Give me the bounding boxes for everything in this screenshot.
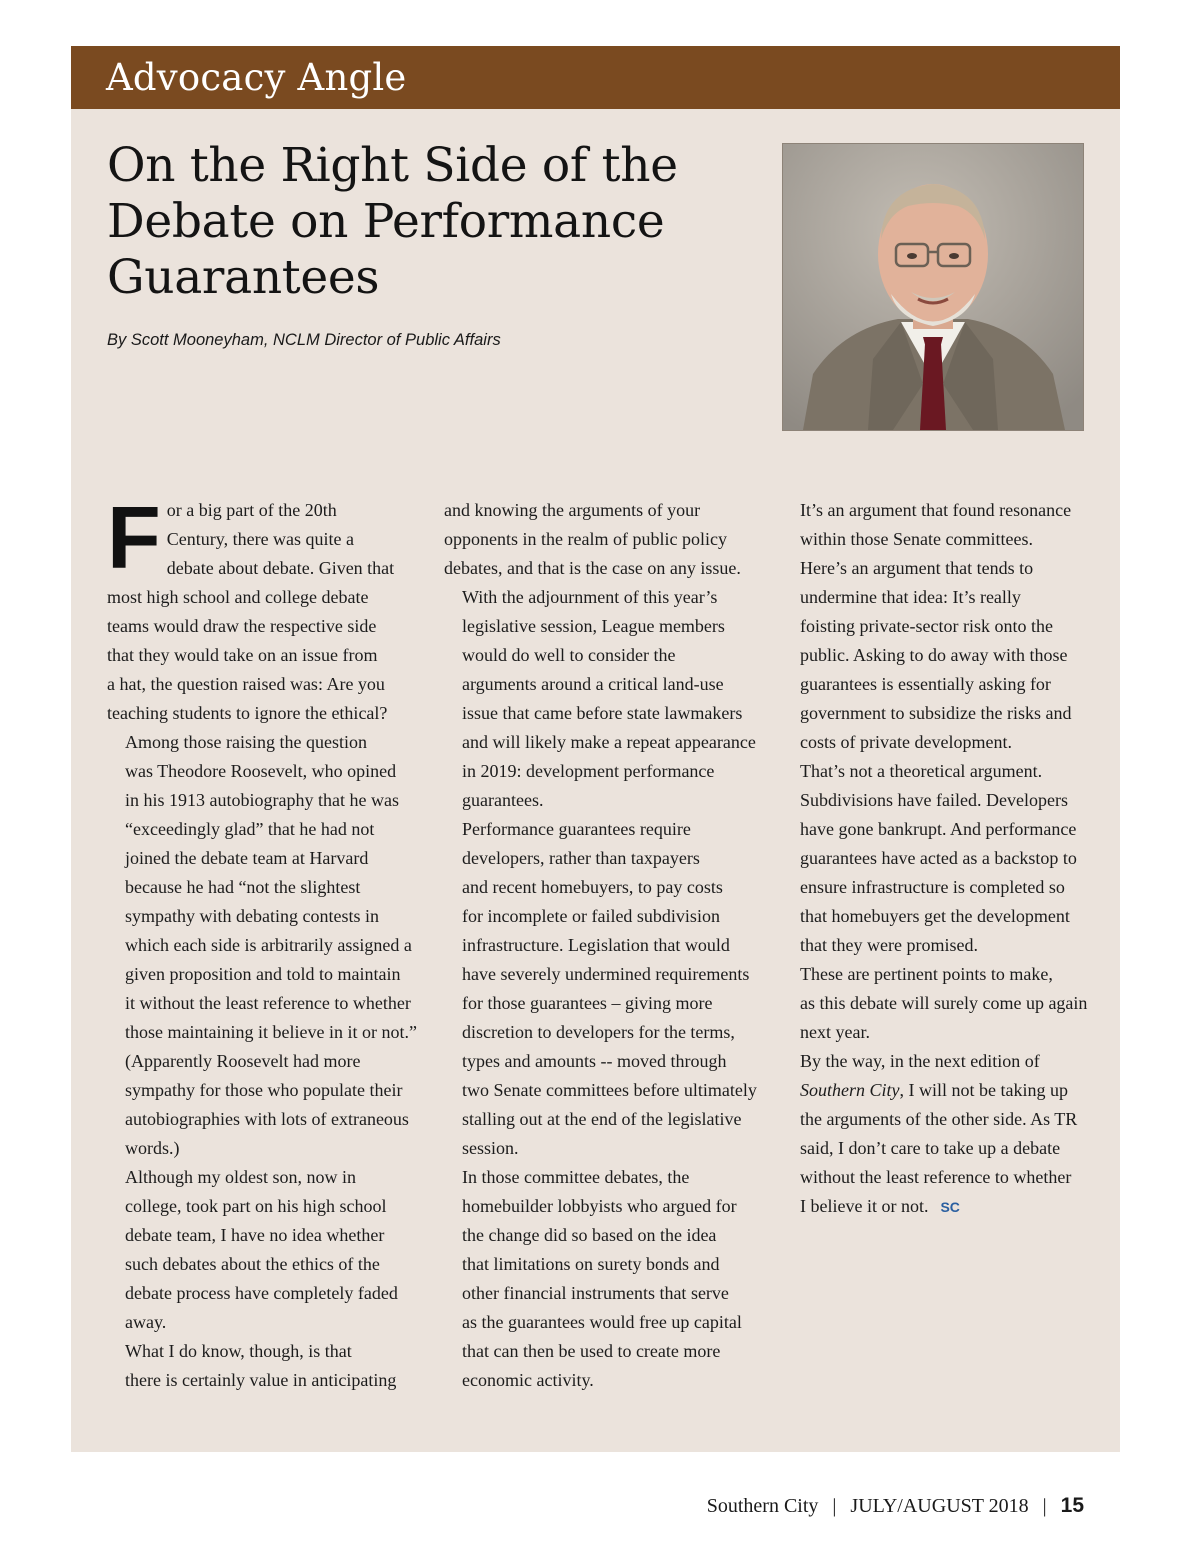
text-line: for those guarantees – giving more [462, 993, 713, 1013]
text-line: debates, and that is the case on any issue. [444, 558, 741, 578]
text-line: have severely undermined requirements [462, 964, 750, 984]
text-line: developers, rather than taxpayers [462, 848, 700, 868]
text-line: sympathy with debating contests in [125, 906, 379, 926]
paragraph [782, 757, 1092, 960]
text-line: Subdivisions have failed. Developers [800, 790, 1068, 810]
issue-date: JULY/AUGUST 2018 [850, 1495, 1029, 1517]
text-line: those maintaining it believe in it or not.” [125, 1022, 417, 1042]
text-line: ensure infrastructure is completed so [800, 877, 1065, 897]
section-label: Advocacy Angle [106, 56, 407, 99]
title-line: On the Right Side of the [107, 138, 678, 193]
text-line: guarantees have acted as a backstop to [800, 848, 1077, 868]
text-line: words.) [125, 1138, 180, 1158]
text-line: the change did so based on the idea [462, 1225, 717, 1245]
text-line: it without the least reference to whether [125, 993, 411, 1013]
text-line: autobiographies with lots of extraneous [125, 1109, 409, 1129]
paragraph [107, 728, 417, 1047]
text-line: These are pertinent points to make, [800, 964, 1053, 984]
text-line: that homebuyers get the development [800, 906, 1070, 926]
text-line: Performance guarantees require [462, 819, 691, 839]
paragraph [107, 1163, 417, 1337]
text-line: without the least reference to whether [800, 1167, 1072, 1187]
text-line: that limitations on surety bonds and [462, 1254, 720, 1274]
text-line: which each side is arbitrarily assigned a [125, 935, 412, 955]
text-line: next year. [800, 1022, 870, 1042]
page-number: 15 [1060, 1494, 1084, 1517]
author-photo [782, 143, 1084, 431]
text-line: “exceedingly glad” that he had not [125, 819, 375, 839]
text-line: was Theodore Roosevelt, who opined [125, 761, 397, 781]
text-line: guarantees. [462, 790, 544, 810]
paragraph [444, 583, 754, 815]
text-line: because he had “not the slightest [125, 877, 361, 897]
text-line: joined the debate team at Harvard [125, 848, 369, 868]
text-line: economic activity. [462, 1370, 594, 1390]
text-line: costs of private development. [800, 732, 1012, 752]
text-line: and will likely make a repeat appearance [462, 732, 756, 752]
text-line: that they were promised. [800, 935, 978, 955]
publication-name: Southern City [706, 1495, 819, 1517]
text-line: session. [462, 1138, 519, 1158]
text-line: given proposition and told to maintain [125, 964, 401, 984]
end-mark: SC [940, 1199, 960, 1215]
text-line: debate team, I have no idea whether [125, 1225, 385, 1245]
text-line: Among those raising the question [125, 732, 367, 752]
text-line: debate process have completely faded [125, 1283, 398, 1303]
text-line: infrastructure. Legislation that would [462, 935, 730, 955]
text-line: away. [125, 1312, 167, 1332]
text-line: and recent homebuyers, to pay costs [462, 877, 723, 897]
text-line: within those Senate committees. [800, 529, 1033, 549]
text-line: other financial instruments that serve [462, 1283, 729, 1303]
text-line: Although my oldest son, now in [125, 1167, 357, 1187]
text-line: have gone bankrupt. And performance [800, 819, 1077, 839]
footer-separator: | [832, 1495, 837, 1517]
text-line: Here’s an argument that tends to [800, 558, 1034, 578]
text-line: teaching students to ignore the ethical? [107, 703, 388, 723]
paragraph [782, 960, 1092, 1047]
text-line: most high school and college debate [107, 587, 369, 607]
author-portrait-icon [783, 144, 1083, 430]
column-1 [107, 488, 417, 1395]
text-line: in 2019: development performance [462, 761, 715, 781]
paragraph [107, 1337, 417, 1395]
text-line: a hat, the question raised was: Are you [107, 674, 385, 694]
text-line: debate about debate. Given that [166, 558, 395, 578]
paragraph [444, 496, 754, 583]
text-line: With the adjournment of this year’s [462, 587, 718, 607]
column-3-body [782, 496, 1092, 1047]
page-footer [0, 1494, 1084, 1518]
text-line: for incomplete or failed subdivision [462, 906, 720, 926]
text-line: In those committee debates, the [462, 1167, 690, 1187]
text-line: such debates about the ethics of the [125, 1254, 380, 1274]
paragraph [444, 815, 757, 1163]
text-line: as this debate will surely come up again [800, 993, 1088, 1013]
text-line: government to subsidize the risks and [800, 703, 1072, 723]
title-line: Debate on Performance [107, 194, 665, 249]
title-line: Guarantees [107, 250, 380, 305]
text-line: (Apparently Roosevelt had more [125, 1051, 361, 1071]
text-line [782, 1076, 1092, 1105]
text-line: It’s an argument that found resonance [800, 500, 1072, 520]
paragraph [107, 488, 417, 728]
article-title [107, 138, 727, 306]
text-line: sympathy for those who populate their [125, 1080, 403, 1100]
column-3 [782, 496, 1092, 1222]
publication-name: Southern City [800, 1080, 900, 1100]
text-line: types and amounts -- moved through [462, 1051, 727, 1071]
text-line: said, I don’t care to take up a debate [800, 1138, 1061, 1158]
drop-cap: F [107, 488, 161, 587]
text-line [782, 1192, 1092, 1222]
text-line: Century, there was quite a [166, 529, 355, 549]
paragraph [444, 1163, 754, 1395]
text-line: That’s not a theoretical argument. [800, 761, 1043, 781]
text-line: there is certainly value in anticipating [125, 1370, 397, 1390]
text-line: two Senate committees before ultimately [462, 1080, 757, 1100]
byline: By Scott Mooneyham, NCLM Director of Public Affairs [107, 331, 501, 349]
text-line: By the way, in the next edition of [800, 1051, 1040, 1071]
paragraph [782, 1047, 1092, 1222]
paragraph [107, 1047, 417, 1163]
text-line: college, took part on his high school [125, 1196, 387, 1216]
text-line: teams would draw the respective side [107, 616, 377, 636]
text-line: discretion to developers for the terms, [462, 1022, 735, 1042]
paragraph [782, 496, 1092, 757]
text-line: issue that came before state lawmakers [462, 703, 743, 723]
text-line: opponents in the realm of public policy [444, 529, 727, 549]
text-line: in his 1913 autobiography that he was [125, 790, 399, 810]
text-line: legislative session, League members [462, 616, 725, 636]
text-line: that can then be used to create more [462, 1341, 721, 1361]
text-line: that they would take on an issue from [107, 645, 378, 665]
text-line: stalling out at the end of the legislative [462, 1109, 742, 1129]
footer-separator: | [1042, 1495, 1047, 1517]
text-line: public. Asking to do away with those [800, 645, 1068, 665]
text-line: and knowing the arguments of your [444, 500, 701, 520]
text-line: arguments around a critical land-use [462, 674, 724, 694]
text-line: guarantees is essentially asking for [800, 674, 1051, 694]
text-line: would do well to consider the [462, 645, 676, 665]
text-line: undermine that idea: It’s really [800, 587, 1021, 607]
text-line: foisting private-sector risk onto the [800, 616, 1053, 636]
text-line: as the guarantees would free up capital [462, 1312, 742, 1332]
text-fragment: , I will not be taking up [899, 1080, 1068, 1100]
section-banner [71, 46, 1120, 109]
text-line: the arguments of the other side. As TR [800, 1109, 1078, 1129]
text-line: What I do know, though, is that [125, 1341, 352, 1361]
text-fragment: I believe it or not. [800, 1196, 929, 1216]
text-line: or a big part of the 20th [166, 500, 337, 520]
text-line: homebuilder lobbyists who argued for [462, 1196, 737, 1216]
column-2 [444, 496, 757, 1395]
